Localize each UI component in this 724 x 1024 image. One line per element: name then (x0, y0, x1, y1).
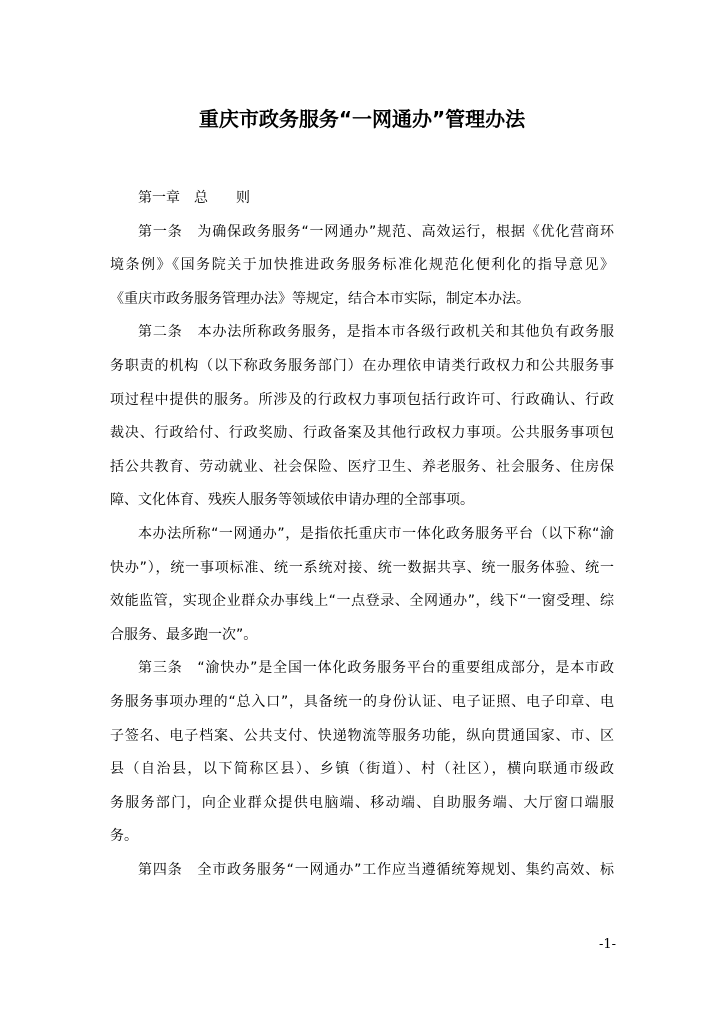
document-title: 重庆市政务服务“一网通办”管理办法 (198, 107, 526, 131)
text-line: 《重庆市政务服务管理办法》等规定，结合本市实际，制定本办法。 (110, 290, 530, 307)
document-body (110, 182, 614, 887)
chapter-heading: 第一章 总 则 (138, 190, 250, 206)
text-line: 务服务部门，向企业群众提供电脑端、移动端、自助服务端、大厅窗口端服 (110, 794, 614, 811)
page-number: -1- (598, 937, 616, 952)
paragraph-lines (110, 216, 614, 888)
text-line: 第一条 为确保政务服务“一网通办”规范、高效运行，根据《优化营商环 (138, 223, 614, 240)
text-line: 障、文化体育、残疾人服务等领域依申请办理的全部事项。 (110, 492, 474, 509)
text-line: 裁决、行政给付、行政奖励、行政备案及其他行政权力事项。公共服务事项包 (110, 425, 614, 442)
text-line: 务职责的机构（以下称政务服务部门）在办理依申请类行政权力和公共服务事 (110, 357, 614, 374)
text-line: 第三条 “渝快办”是全国一体化政务服务平台的重要组成部分，是本市政 (138, 660, 614, 677)
text-line: 第二条 本办法所称政务服务，是指本市各级行政机关和其他负有政务服 (138, 324, 614, 341)
text-line: 合服务、最多跑一次”。 (110, 626, 258, 643)
text-line: 项过程中提供的服务。所涉及的行政权力事项包括行政许可、行政确认、行政 (110, 391, 614, 408)
text-line: 本办法所称“一网通办”，是指依托重庆市一体化政务服务平台（以下称“渝 (138, 525, 614, 542)
text-line: 括公共教育、劳动就业、社会保险、医疗卫生、养老服务、社会服务、住房保 (110, 458, 614, 475)
text-line: 快办”），统一事项标准、统一系统对接、统一数据共享、统一服务体验、统一 (110, 559, 614, 576)
text-line: 第四条 全市政务服务“一网通办”工作应当遵循统筹规划、集约高效、标 (138, 861, 614, 878)
text-line: 县（自治县，以下简称区县）、乡镇（街道）、村（社区），横向联通市级政 (110, 761, 614, 778)
text-line: 效能监管，实现企业群众办事线上“一点登录、全网通办”，线下“一窗受理、综 (110, 593, 614, 610)
text-line: 境条例》《国务院关于加快推进政务服务标准化规范化便利化的指导意见》 (110, 257, 614, 274)
text-line: 务。 (110, 828, 138, 845)
text-line: 子签名、电子档案、公共支付、快递物流等服务功能，纵向贯通国家、市、区 (110, 727, 614, 744)
text-line: 务服务事项办理的“总入口”，具备统一的身份认证、电子证照、电子印章、电 (110, 693, 614, 710)
